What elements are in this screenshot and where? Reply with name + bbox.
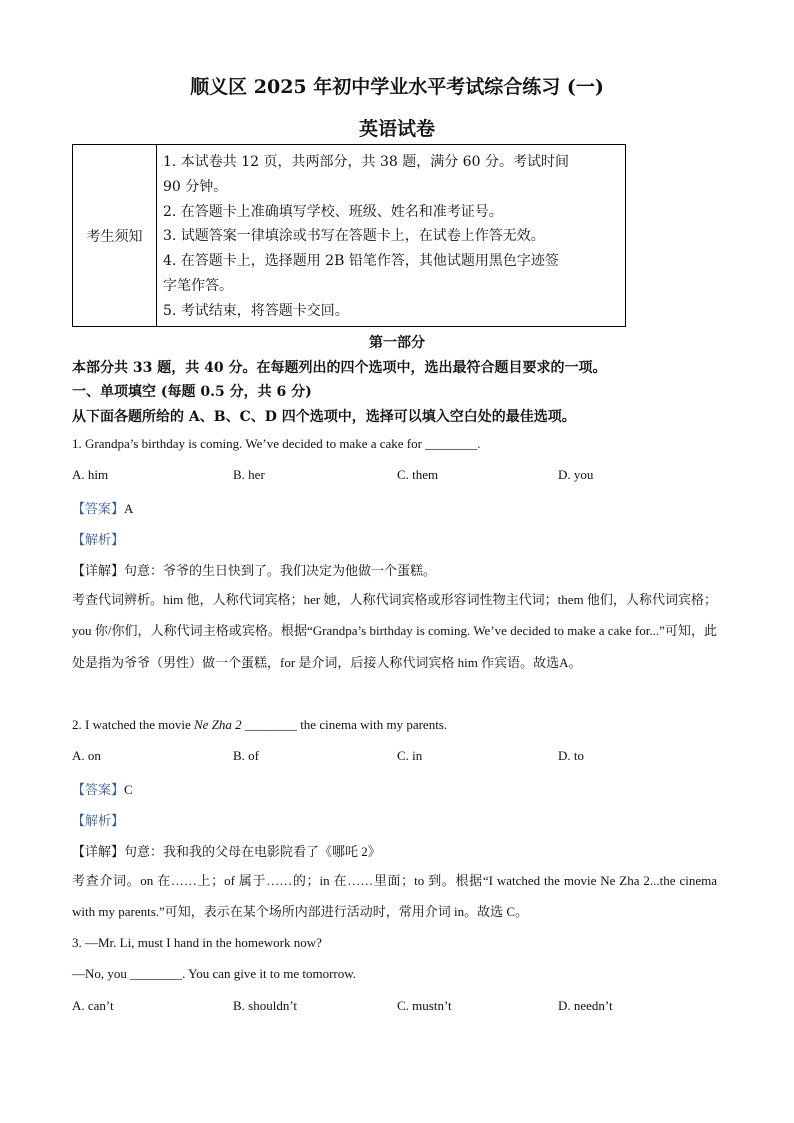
answer-line: [72, 498, 133, 517]
stem-post: ________ the cinema with my parents.: [241, 717, 448, 732]
notice-line: 4. 在答题卡上，选择题用 2B 铅笔作答，其他试题用黑色字迹签: [163, 253, 559, 270]
explanation-text: 考查介词。on 在……上；of 属于……的；in 在……里面；to 到。根据“I watched the movie Ne Zha 2...the cinema with my parents.”可知，表示在某个场所内部进行活动时，常用介词 in。故选 C。: [72, 873, 717, 920]
detail-label: 【详解】: [72, 563, 125, 578]
option-d: D. you: [558, 467, 594, 482]
answer-label: 【答案】: [72, 782, 125, 797]
answer-value: A: [124, 501, 134, 516]
analysis-label: 【解析】: [72, 813, 125, 828]
detail-line: [72, 841, 381, 860]
section-title: 一、单项填空 (每题 0.5 分，共 6 分): [72, 384, 312, 400]
option-d: D. to: [558, 748, 584, 763]
analysis-label: 【解析】: [72, 532, 125, 547]
page-subtitle: 英语试卷: [358, 118, 435, 140]
notice-line: 2. 在答题卡上准确填写学校、班级、姓名和准考证号。: [163, 203, 503, 220]
option-b: B. her: [233, 467, 265, 482]
detail-text: 句意：我和我的父母在电影院看了《哪吒 2》: [124, 844, 381, 859]
question-stem-line-2: —No, you ________. You can give it to me tomorrow.: [72, 966, 357, 981]
movie-title: Ne Zha 2: [194, 717, 242, 732]
option-a: A. him: [72, 467, 109, 482]
option-b: B. shouldn’t: [233, 998, 298, 1013]
notice-body: [163, 150, 618, 324]
answer-value: C: [124, 782, 133, 797]
part-heading: 第一部分: [369, 335, 425, 351]
notice-line: 5. 考试结束，将答题卡交回。: [163, 302, 349, 319]
detail-line: [72, 560, 436, 579]
question-stem: [72, 717, 447, 733]
answer-label: 【答案】: [72, 501, 125, 516]
option-b: B. of: [233, 748, 259, 763]
answer-line: [72, 779, 133, 798]
option-a: A. can’t: [72, 998, 114, 1013]
question-stem-line-1: 3. —Mr. Li, must I hand in the homework now?: [72, 935, 322, 950]
option-c: C. mustn’t: [397, 998, 452, 1013]
option-a: A. on: [72, 748, 101, 763]
question-stem: 1. Grandpa’s birthday is coming. We’ve decided to make a cake for ________.: [72, 436, 481, 451]
stem-pre: 2. I watched the movie: [72, 717, 195, 732]
detail-label: 【详解】: [72, 844, 125, 859]
notice-line: 3. 试题答案一律填涂或书写在答题卡上，在试卷上作答无效。: [163, 228, 545, 245]
notice-table: [72, 144, 626, 327]
option-c: C. in: [397, 748, 423, 763]
notice-line: 字笔作答。: [163, 277, 233, 294]
part-intro: 本部分共 33 题，共 40 分。在每题列出的四个选项中，选出最符合题目要求的一项。: [72, 360, 607, 376]
option-d: D. needn’t: [558, 998, 613, 1013]
detail-text: 句意：爷爷的生日快到了。我们决定为他做一个蛋糕。: [124, 563, 437, 578]
explanation-text: 考查代词辨析。him 他，人称代词宾格；her 她，人称代词宾格或形容词性物主代词；them 他们，人称代词宾格；you 你/你们，人称代词主格或宾格。根据“Grandpa’s birthday is coming. We’ve decided to make a cake for...”可知，此处是指为爷爷（男性）做一个蛋糕，for 是介词，后接人称代词宾格 him 作宾语。故选A。: [72, 592, 717, 670]
notice-line: 1. 本试卷共 12 页，共两部分，共 38 题，满分 60 分。考试时间: [163, 154, 569, 170]
option-c: C. them: [397, 467, 439, 482]
notice-line: 90 分钟。: [163, 178, 228, 195]
page-title: 顺义区 2025 年初中学业水平考试综合练习 (一): [190, 76, 604, 98]
notice-label: 考生须知: [73, 145, 157, 326]
section-instruction: 从下面各题所给的 A、B、C、D 四个选项中，选择可以填入空白处的最佳选项。: [72, 409, 576, 425]
